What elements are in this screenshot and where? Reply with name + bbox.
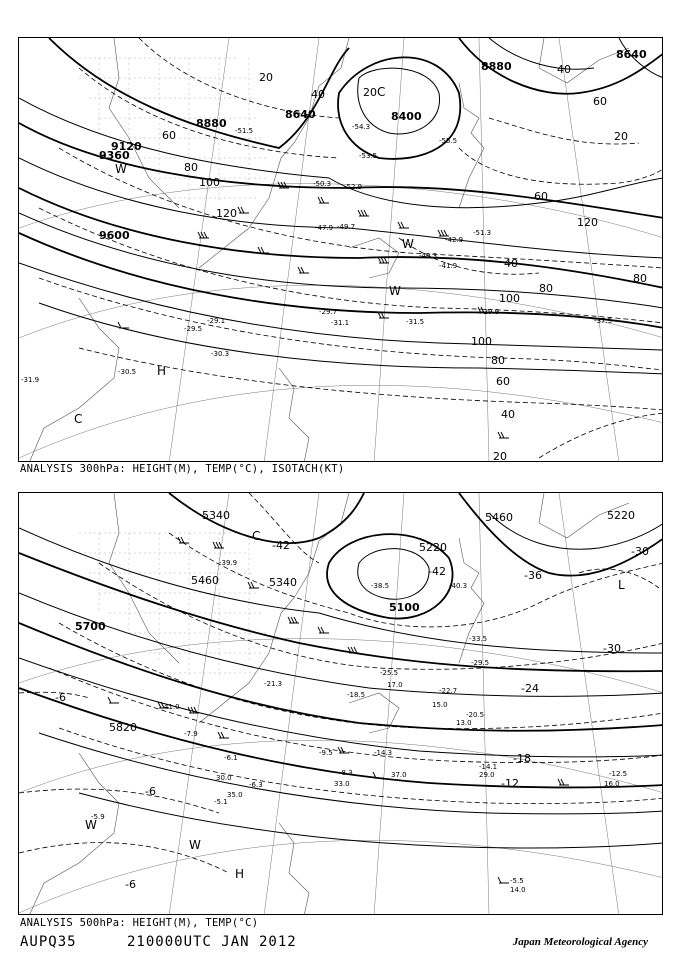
isotach-label: 40: [504, 257, 518, 270]
station-value: 14.0: [510, 886, 526, 894]
temp-label: -31.9: [21, 376, 40, 384]
isotach-label: 40: [557, 63, 571, 76]
station-value: -39.9: [219, 559, 238, 567]
station-value: -7.9: [184, 730, 198, 738]
station-value: -21.3: [264, 680, 283, 688]
height-label: 5460: [191, 574, 219, 587]
isotach-label: 80: [539, 282, 553, 295]
station-value: -6.1: [224, 754, 238, 762]
center-w-label: W: [85, 818, 97, 832]
height-label: 5340: [202, 509, 230, 522]
height-contour: [169, 493, 364, 543]
temp-label: -51.5: [235, 127, 254, 135]
temp-label: -29.1: [207, 317, 226, 325]
isotherms: [39, 38, 663, 458]
isotherm-label: -42: [272, 539, 290, 552]
height-label: 8400: [391, 110, 422, 123]
isotach-label: 80: [633, 272, 647, 285]
center-h-label: H: [157, 364, 167, 378]
temp-label: -52.9: [344, 183, 363, 191]
station-value: 13.0: [456, 719, 472, 727]
height-contours: [19, 38, 663, 328]
height-label: 8640: [616, 48, 647, 61]
center-w-label: W: [189, 838, 201, 852]
station-value: -22.7: [439, 687, 458, 695]
height-contour: [19, 233, 663, 328]
temp-label: -29.7: [319, 308, 338, 316]
temp-label: -54.3: [352, 123, 371, 131]
isotherm-label: -6: [125, 878, 136, 891]
center-c-label: C: [252, 529, 261, 543]
station-value: 37.0: [391, 771, 407, 779]
isotach-label: 120: [216, 207, 237, 220]
agency-name: Japan Meteorological Agency: [512, 936, 648, 948]
station-value: -29.5: [471, 659, 490, 667]
temp-label: -29.9: [481, 308, 500, 316]
isotach-label: 20: [259, 71, 273, 84]
station-value: -14.1: [479, 763, 498, 771]
isotach-label: 100: [499, 292, 520, 305]
station-value: 16.0: [604, 780, 620, 788]
chart-300hpa: [18, 37, 663, 462]
station-value: -5.1: [214, 798, 228, 806]
isotach-label: 60: [162, 129, 176, 142]
height-label: 5340: [269, 576, 297, 589]
coastline: [29, 493, 629, 915]
wind-barbs: [118, 182, 509, 438]
chart-500hpa-caption: ANALYSIS 500hPa: HEIGHT(M), TEMP(°C): [20, 917, 259, 929]
station-value: -25.5: [380, 669, 399, 677]
height-label: 5100: [389, 601, 420, 614]
height-label: 5220: [419, 541, 447, 554]
center-c-label: C: [377, 85, 386, 99]
isotach-label: 100: [471, 335, 492, 348]
station-value: -9.5: [319, 749, 333, 757]
center-c-value: 20: [363, 86, 377, 99]
isotherm-label: -36: [524, 569, 542, 582]
temp-label: -55.5: [439, 137, 458, 145]
station-value: -18.5: [347, 691, 366, 699]
temp-label: -40.3: [419, 252, 438, 260]
isotherm-label: -30: [603, 642, 621, 655]
graticule: [19, 493, 663, 915]
isotach-label: 20: [614, 130, 628, 143]
station-value: 41.0: [164, 703, 180, 711]
isotherm-labels: [55, 539, 649, 891]
station-value: 33.0: [334, 780, 350, 788]
temp-label: -31.1: [331, 319, 350, 327]
isotach-label: 60: [534, 190, 548, 203]
isotach-label: 40: [501, 408, 515, 421]
isotach-label: 60: [593, 95, 607, 108]
chart-300hpa-map: [19, 38, 663, 462]
temp-label: -29.5: [184, 325, 203, 333]
station-value: 17.0: [387, 681, 403, 689]
height-label: 8880: [481, 60, 512, 73]
station-value: 29.0: [479, 771, 495, 779]
isotherm-label: -24: [521, 682, 539, 695]
station-value: -5.5: [510, 877, 524, 885]
chart-300hpa-caption: ANALYSIS 300hPa: HEIGHT(M), TEMP(°C), ISOTACH(KT): [20, 463, 345, 475]
temp-label: -53.5: [359, 152, 378, 160]
center-h-label: H: [235, 867, 245, 881]
isotach-label: 40: [311, 88, 325, 101]
terrain-hatch: [79, 533, 269, 678]
center-l-label: L: [618, 578, 625, 592]
station-value: 30.0: [216, 774, 232, 782]
height-contours: [19, 493, 663, 787]
station-value: -20.5: [466, 711, 485, 719]
isotherm-label: -6: [145, 785, 156, 798]
temp-label: -30.3: [211, 350, 230, 358]
isotherm-label: -30: [631, 545, 649, 558]
isotherm-label: -18: [513, 752, 531, 765]
height-label: 9600: [99, 229, 130, 242]
temp-label: -37.5: [594, 317, 613, 325]
center-w-label: W: [115, 162, 127, 176]
chart-500hpa-map: [19, 493, 663, 915]
isotach-label: 120: [577, 216, 598, 229]
station-value: 35.0: [227, 791, 243, 799]
temp-label: -30.5: [118, 368, 137, 376]
station-value: 15.0: [432, 701, 448, 709]
chart-code: AUPQ35: [20, 934, 77, 950]
isotach-label: 80: [491, 354, 505, 367]
height-labels: [75, 509, 635, 734]
temp-labels: [21, 123, 612, 384]
height-label: 5220: [607, 509, 635, 522]
height-label: 5460: [485, 511, 513, 524]
height-label: 8880: [196, 117, 227, 130]
temp-label: -51.3: [473, 229, 492, 237]
graticule: [19, 38, 663, 462]
temp-label: -49.7: [337, 223, 356, 231]
height-label: 8640: [285, 108, 316, 121]
isotach-label: 100: [199, 176, 220, 189]
station-value: -6.3: [249, 781, 263, 789]
thin-contours: [19, 513, 663, 848]
station-value: -12.5: [609, 770, 628, 778]
station-value: -33.5: [469, 635, 488, 643]
height-label: 9360: [99, 149, 130, 162]
isotherm-label: -6: [55, 691, 66, 704]
isotach-label: 20: [493, 450, 507, 463]
temp-label: -41.9: [439, 262, 458, 270]
height-label: 5700: [75, 620, 106, 633]
center-w-label: W: [389, 284, 401, 298]
temp-label: -42.9: [445, 236, 464, 244]
chart-500hpa: [18, 492, 663, 915]
isotach-label: 80: [184, 161, 198, 174]
isotherm-label: -42: [428, 565, 446, 578]
station-value: -14.3: [374, 749, 393, 757]
station-value: -5.9: [91, 813, 105, 821]
isotach-label: 60: [496, 375, 510, 388]
center-c-label: C: [74, 412, 83, 426]
isotherm-label: -12: [501, 777, 519, 790]
height-label: 5820: [109, 721, 137, 734]
center-w-label: W: [402, 237, 414, 251]
height-label: 9120: [111, 140, 142, 153]
analysis-time: 210000UTC JAN 2012: [127, 934, 297, 950]
temp-label: -31.5: [406, 318, 425, 326]
temp-label: -50.3: [313, 180, 332, 188]
station-value: -8.3: [339, 769, 353, 777]
station-value: -38.5: [371, 582, 390, 590]
temp-label: -47.9: [315, 224, 334, 232]
station-value: -40.3: [449, 582, 468, 590]
